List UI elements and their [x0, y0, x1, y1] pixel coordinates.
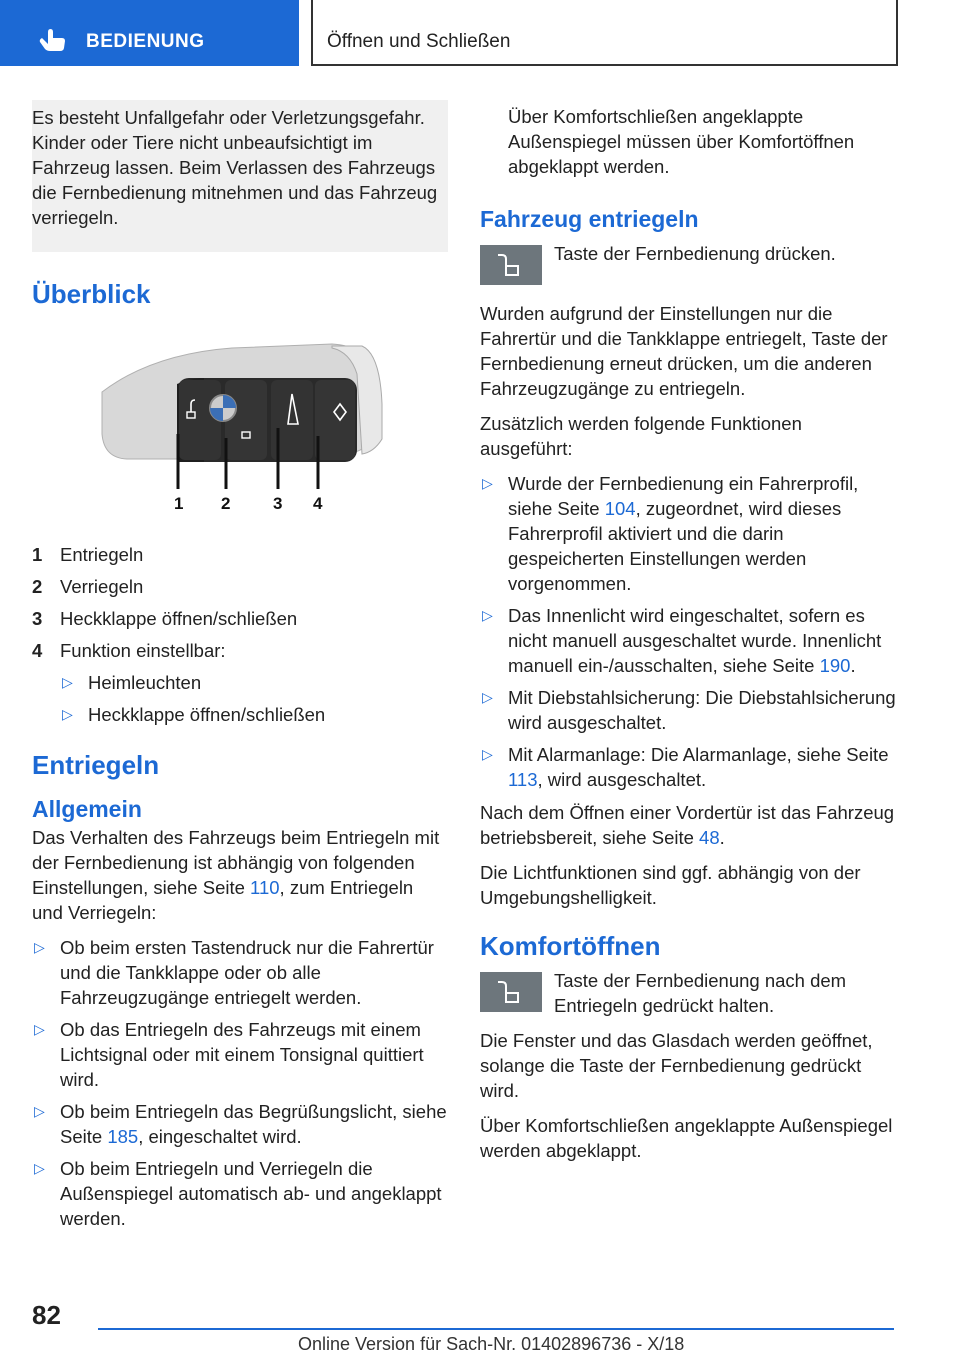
triangle-bullet-icon: ▷: [34, 1103, 45, 1119]
list-item: ▷ Ob beim Entriegeln das Begrüßungslicht, siehe Seite 185, eingeschaltet wird.: [34, 1101, 447, 1147]
list-item: ▷ Das Innenlicht wird eingeschaltet, sofern es nicht manuell ausgeschaltet wurde. Innenlicht manuell ein-/ausschalten, siehe Seite 190.: [482, 605, 882, 676]
triangle-bullet-icon: ▷: [34, 939, 45, 955]
paragraph: Die Lichtfunktionen sind ggf. abhängig von der Umgebungshelligkeit.: [480, 862, 861, 908]
hand-pointer-icon: [38, 26, 68, 52]
comfort-key-text: Taste der Fernbedienung nach dem Entriegeln gedrückt halten.: [554, 970, 847, 1016]
comfort-key-row: [480, 968, 896, 1020]
paragraph: Nach dem Öffnen einer Vordertür ist das Fahrzeug betriebsbereit, siehe Seite 48.: [480, 802, 895, 848]
key-fob-figure: [32, 334, 448, 534]
list-item: ▷ Ob beim Entriegeln und Verriegeln die Außenspiegel automatisch ab- und angeklappt werden.: [34, 1158, 442, 1229]
legend-item: 1 Entriegeln: [32, 544, 144, 565]
figure-label-4: 4: [313, 494, 323, 513]
legend-list: [32, 542, 448, 663]
figure-label-3: 3: [273, 494, 283, 513]
header-chapter: [311, 0, 898, 66]
triangle-bullet-icon: ▷: [482, 689, 493, 705]
page-link[interactable]: 48: [699, 827, 720, 848]
page-link[interactable]: 113: [508, 769, 538, 790]
triangle-bullet-icon: ▷: [34, 1160, 45, 1176]
left-column: [32, 100, 448, 1239]
page-link[interactable]: 110: [250, 877, 280, 898]
list-item: ▷ Wurde der Fernbedienung ein Fahrerprofil, siehe Seite 104, zugeordnet, wird dieses Fahrerprofil aktiviert und die darin gespeicherten Einstellungen werden vorgenommen.: [482, 473, 859, 594]
page-number: 82: [32, 1300, 61, 1330]
general-bullets: [32, 935, 448, 1231]
triangle-bullet-icon: ▷: [34, 1021, 45, 1037]
general-heading: Allgemein: [32, 796, 142, 822]
page-link[interactable]: 185: [107, 1126, 139, 1147]
overview-heading: Überblick: [32, 279, 151, 309]
legend-sublist: [60, 670, 448, 727]
figure-label-2: 2: [221, 494, 231, 513]
paragraph: Die Fenster und das Glasdach werden geöffnet, solange die Taste der Fernbedienung gedrückt wird.: [480, 1030, 873, 1101]
right-column: [480, 104, 896, 1173]
unlock-key-symbol: [480, 972, 542, 1012]
chapter-title: Öffnen und Schließen: [327, 31, 511, 52]
list-item: ▷ Mit Alarmanlage: Die Alarmanlage, siehe Seite 113, wird ausgeschaltet.: [482, 744, 889, 790]
triangle-bullet-icon: ▷: [482, 607, 493, 623]
warning-text: Es besteht Unfallgefahr oder Verletzungsgefahr. Kinder oder Tiere nicht unbeaufsichtigt im Fahrzeug lassen. Beim Verlassen des Fahrzeugs die Fernbedienung mitnehmen und das Fahrzeug verriegeln.: [32, 107, 438, 228]
triangle-bullet-icon: ▷: [482, 475, 493, 491]
header-section-tab: [0, 0, 299, 66]
page-link[interactable]: 104: [604, 498, 636, 519]
footer-online-version: Online Version für Sach-Nr. 01402896736 - X/18: [298, 1334, 685, 1354]
section-label: BEDIENUNG: [86, 31, 205, 52]
list-item: ▷ Ob das Entriegeln des Fahrzeugs mit einem Lichtsignal oder mit einem Tonsignal quittiert wird.: [34, 1019, 424, 1090]
paragraph: Zusätzlich werden folgende Funktionen ausgeführt:: [480, 413, 802, 459]
unlock-key-symbol: [480, 245, 542, 285]
legend-item: 4 Funktion einstellbar:: [32, 640, 226, 661]
unlock-heading: Entriegeln: [32, 750, 160, 780]
unlock-icon: [480, 245, 542, 285]
unlock-vehicle-heading: Fahrzeug entriegeln: [480, 206, 699, 232]
unlock-icon: [480, 972, 542, 1012]
list-item: ▷ Ob beim ersten Tastendruck nur die Fahrertür und die Tankklappe oder ob alle Fahrzeugzugänge entriegelt werden.: [34, 937, 434, 1008]
triangle-bullet-icon: ▷: [482, 746, 493, 762]
general-paragraph: Das Verhalten des Fahrzeugs beim Entriegeln mit der Fernbedienung ist abhängig von folgenden Einstellungen, siehe Seite 110, zum Entriegeln und Verriegeln:: [32, 827, 440, 923]
list-item: ▷ Mit Diebstahlsicherung: Die Diebstahlsicherung wird ausgeschaltet.: [482, 687, 896, 733]
paragraph: Wurden aufgrund der Einstellungen nur die Fahrertür und die Tankklappe entriegelt, Taste der Fernbedienung erneut drücken, um die anderen Fahrzeugzugänge zu entriegeln.: [480, 303, 888, 399]
list-item: ▷ Heimleuchten: [62, 672, 202, 693]
legend-item: 2 Verriegeln: [32, 576, 144, 597]
triangle-bullet-icon: ▷: [62, 674, 73, 690]
unlock-key-text: Taste der Fernbedienung drücken.: [554, 243, 836, 264]
triangle-bullet-icon: ▷: [62, 706, 73, 722]
page-link[interactable]: 190: [819, 655, 851, 676]
list-item: ▷ Heckklappe öffnen/schließen: [62, 704, 326, 725]
function-bullets: [480, 471, 896, 792]
intro-paragraph: Über Komfortschließen angeklappte Außenspiegel müssen über Komfortöffnen abgeklappt werden.: [508, 106, 855, 177]
comfort-heading: Komfortöffnen: [480, 931, 661, 961]
figure-label-1: 1: [174, 494, 184, 513]
warning-box: [32, 100, 448, 252]
unlock-key-row: [480, 241, 896, 293]
paragraph: Über Komfortschließen angeklappte Außenspiegel werden abgeklappt.: [480, 1115, 893, 1161]
legend-item: 3 Heckklappe öffnen/schließen: [32, 608, 298, 629]
footer-divider: [98, 1328, 894, 1330]
